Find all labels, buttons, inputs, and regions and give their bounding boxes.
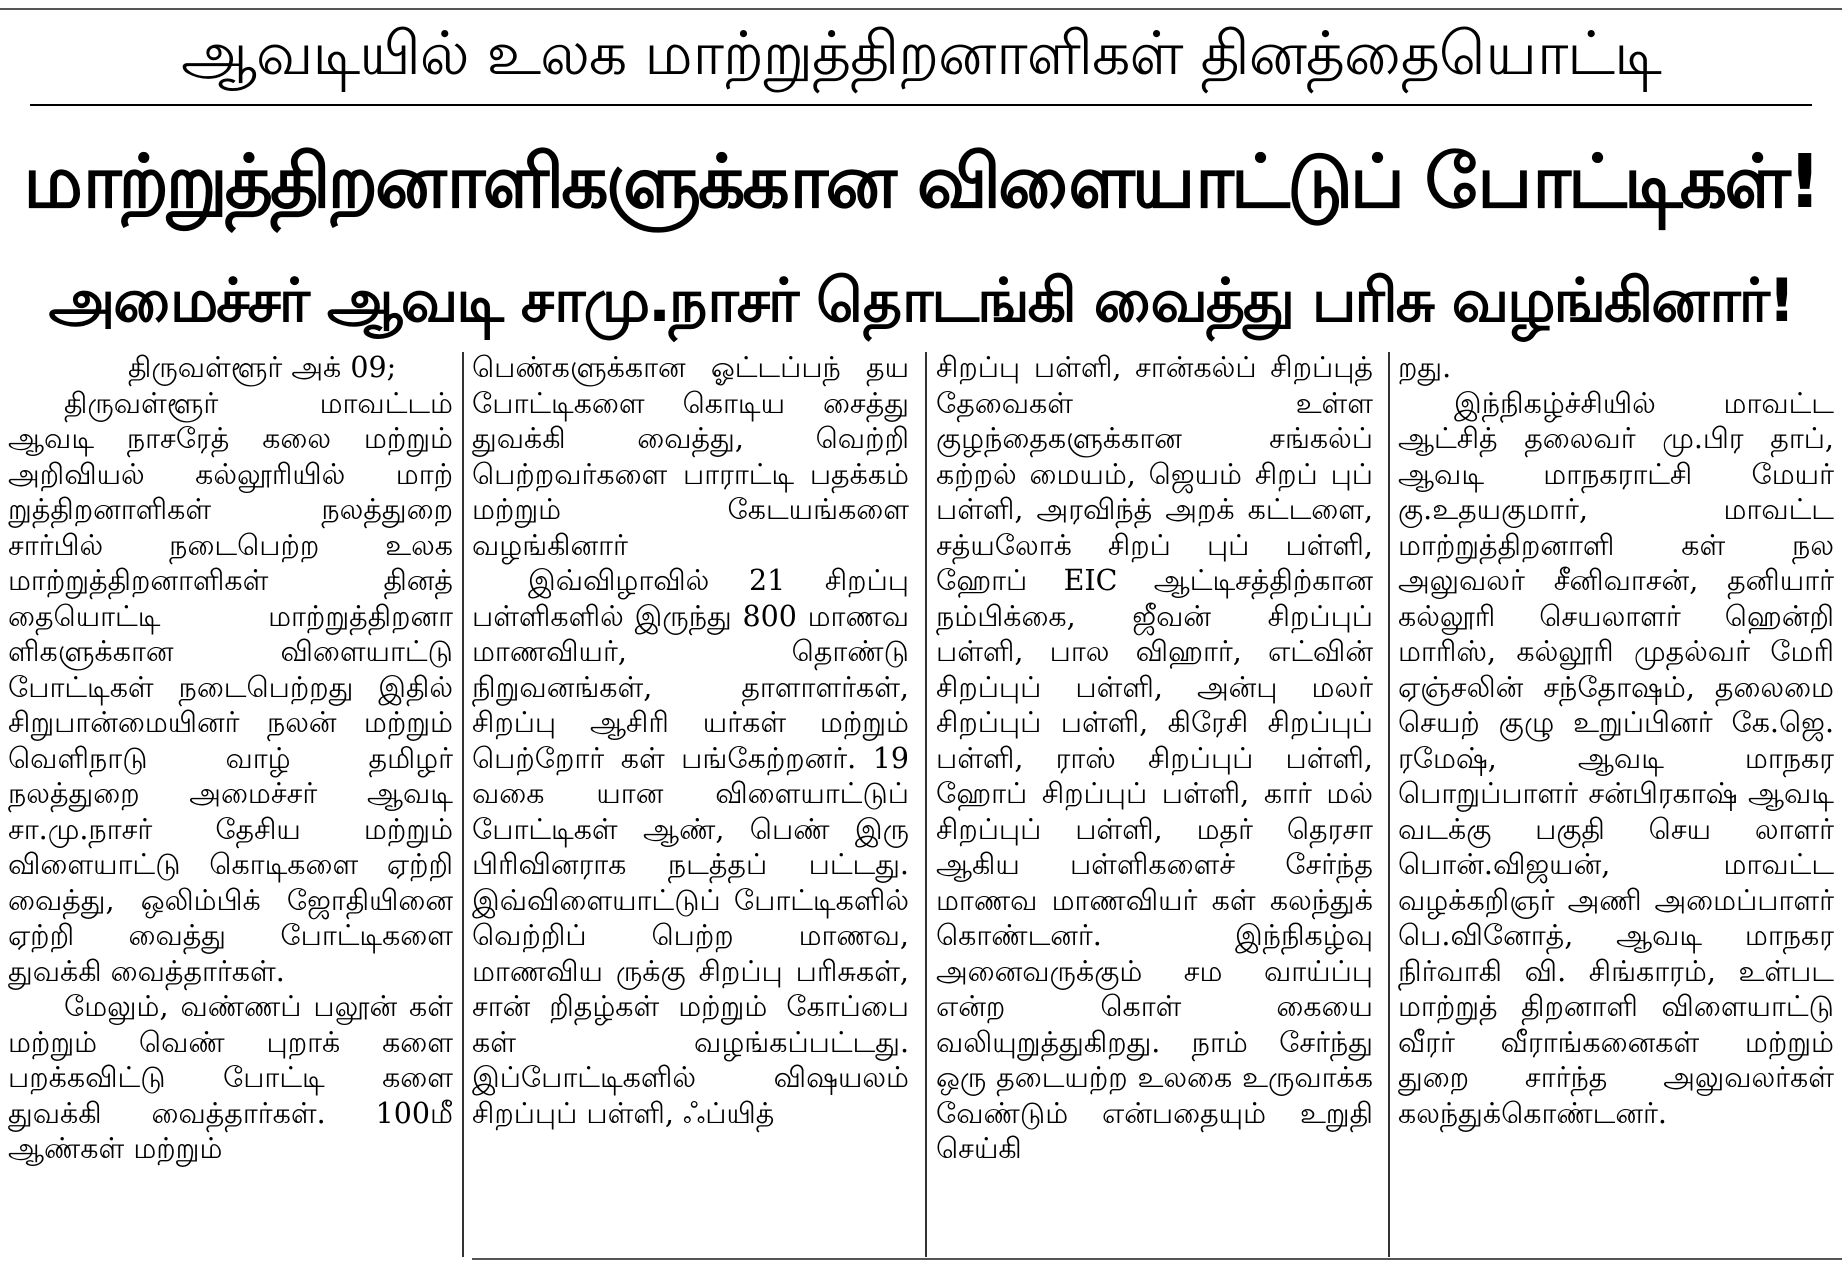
article-column-3 (936, 350, 1373, 1258)
paragraph: திருவள்ளூர் மாவட்டம் ஆவடி நாசரேத் கலை மற்றும் அறிவியல் கல்லூரியில் மாற் றுத்திறனாளிகள் நலத்துறை சார்பில் நடைபெற்ற உலக மாற்றுத்திறனாளிகள் தினத் தையொட்டி மாற்றுத்திறனா ளிகளுக்கான விளையாட்டு போட்டிகள் நடைபெற்றது இதில் சிறுபான்மையினர் நலன் மற்றும் வெளிநாடு வாழ் தமிழர் நலத்துறை அமைச்சர் ஆவடி சா.மு.நாசர் தேசிய மற்றும் விளையாட்டு கொடிகளை ஏற்றி வைத்து, ஒலிம்பிக் ஜோதியினை ஏற்றி வைத்து போட்டிகளை துவக்கி வைத்தார்கள். (8, 386, 453, 988)
kicker-underline (30, 104, 1812, 106)
dateline: திருவள்ளூர் அக் 09; (128, 351, 397, 384)
paragraph: மேலும், வண்ணப் பலூன் கள் மற்றும் வெண் புறாக் களை பறக்கவிட்டு போட்டி களை துவக்கி வைத்தார்கள். 100மீ ஆண்கள் மற்றும் (8, 990, 453, 1165)
paragraph: றது. (1398, 351, 1452, 384)
article-column-1 (8, 350, 453, 1258)
paragraph: சிறப்பு பள்ளி, சான்கல்ப் சிறப்புத் தேவைகள் உள்ள குழந்தைகளுக்கான சங்கல்ப் கற்றல் மையம், ஜெயம் சிறப் புப் பள்ளி, அரவிந்த் அறக் கட்டளை, சத்யலோக் சிறப் புப் பள்ளி, ஹோப் EIC ஆட்டிசத்திற்கான நம்பிக்கை, ஜீவன் சிறப்புப் பள்ளி, பால விஹார், எட்வின் சிறப்புப் பள்ளி, அன்பு மலர் சிறப்புப் பள்ளி, கிரேசி சிறப்புப் பள்ளி, ராஸ் சிறப்புப் பள்ளி, ஹோப் சிறப்புப் பள்ளி, கார் மல் சிறப்புப் பள்ளி, மதர் தெரசா ஆகிய பள்ளிகளைச் சேர்ந்த மாணவ மாணவியர் கள் கலந்துக் கொண்டனர். இந்நிகழ்வு அனைவருக்கும் சம வாய்ப்பு என்ற கொள் கையை வலியுறுத்துகிறது. நாம் சேர்ந்து ஒரு தடையற்ற உலகை உருவாக்க வேண்டும் என்பதையும் உறுதி செய்கி (936, 351, 1373, 1165)
bottom-rule (472, 1258, 1842, 1260)
column-divider (1388, 352, 1390, 1257)
top-rule (0, 8, 1842, 10)
article-column-4 (1398, 350, 1834, 1258)
column-divider (925, 352, 927, 1257)
paragraph: இந்நிகழ்ச்சியில் மாவட்ட ஆட்சித் தலைவர் மு.பிர தாப், ஆவடி மாநகராட்சி மேயர் கு.உதயகுமார், மாவட்ட மாற்றுத்திறனாளி கள் நல அலுவலர் சீனிவாசன், தனியார் கல்லூரி செயலாளர் ஹென்றி மாரிஸ், கல்லூரி முதல்வர் மேரி ஏஞ்சலின் சந்தோஷம், தலைமை செயற் குழு உறுப்பினர் கே.ஜெ. ரமேஷ், ஆவடி மாநகர பொறுப்பாளர் சன்பிரகாஷ் ஆவடி வடக்கு பகுதி செய லாளர் பொன்.விஜயன், மாவட்ட வழக்கறிஞர் அணி அமைப்பாளர் பெ.வினோத், ஆவடி மாநகர நிர்வாகி வி. சிங்காரம், உள்பட மாற்றுத் திறனாளி விளையாட்டு வீரர் வீராங்கனைகள் மற்றும் துறை சார்ந்த அலுவலர்கள் கலந்துக்கொண்டனர். (1398, 386, 1834, 1130)
paragraph: பெண்களுக்கான ஓட்டப்பந் தய போட்டிகளை கொடிய சைத்து துவக்கி வைத்து, வெற்றி பெற்றவர்களை பாராட்டி பதக்கம் மற்றும் கேடயங்களை வழங்கினார் (472, 351, 909, 562)
article-column-2 (472, 350, 909, 1258)
sub-headline: அமைச்சர் ஆவடி சாமு.நாசர் தொடங்கி வைத்து பரிசு வழங்கினார்! (48, 266, 1794, 336)
paragraph: இவ்விழாவில் 21 சிறப்பு பள்ளிகளில் இருந்து 800 மாணவ மாணவியர், தொண்டு நிறுவனங்கள், தாளாளர்கள், சிறப்பு ஆசிரி யர்கள் மற்றும் பெற்றோர் கள் பங்கேற்றனர். 19 வகை யான விளையாட்டுப் போட்டிகள் ஆண், பெண் இரு பிரிவினராக நடத்தப் பட்டது. இவ்விளையாட்டுப் போட்டிகளில் வெற்றிப் பெற்ற மாணவ, மாணவிய ருக்கு சிறப்பு பரிசுகள், சான் றிதழ்கள் மற்றும் கோப்பை கள் வழங்கப்பட்டது. இப்போட்டிகளில் விஷயலம் சிறப்புப் பள்ளி, ஃப்யித் (472, 564, 909, 1130)
column-divider (462, 352, 464, 1257)
main-headline: மாற்றுத்திறனாளிகளுக்கான விளையாட்டுப் போட்டிகள்! (23, 139, 1819, 225)
kicker-headline: ஆவடியில் உலக மாற்றுத்திறனாளிகள் தினத்தையொட்டி (181, 19, 1661, 89)
